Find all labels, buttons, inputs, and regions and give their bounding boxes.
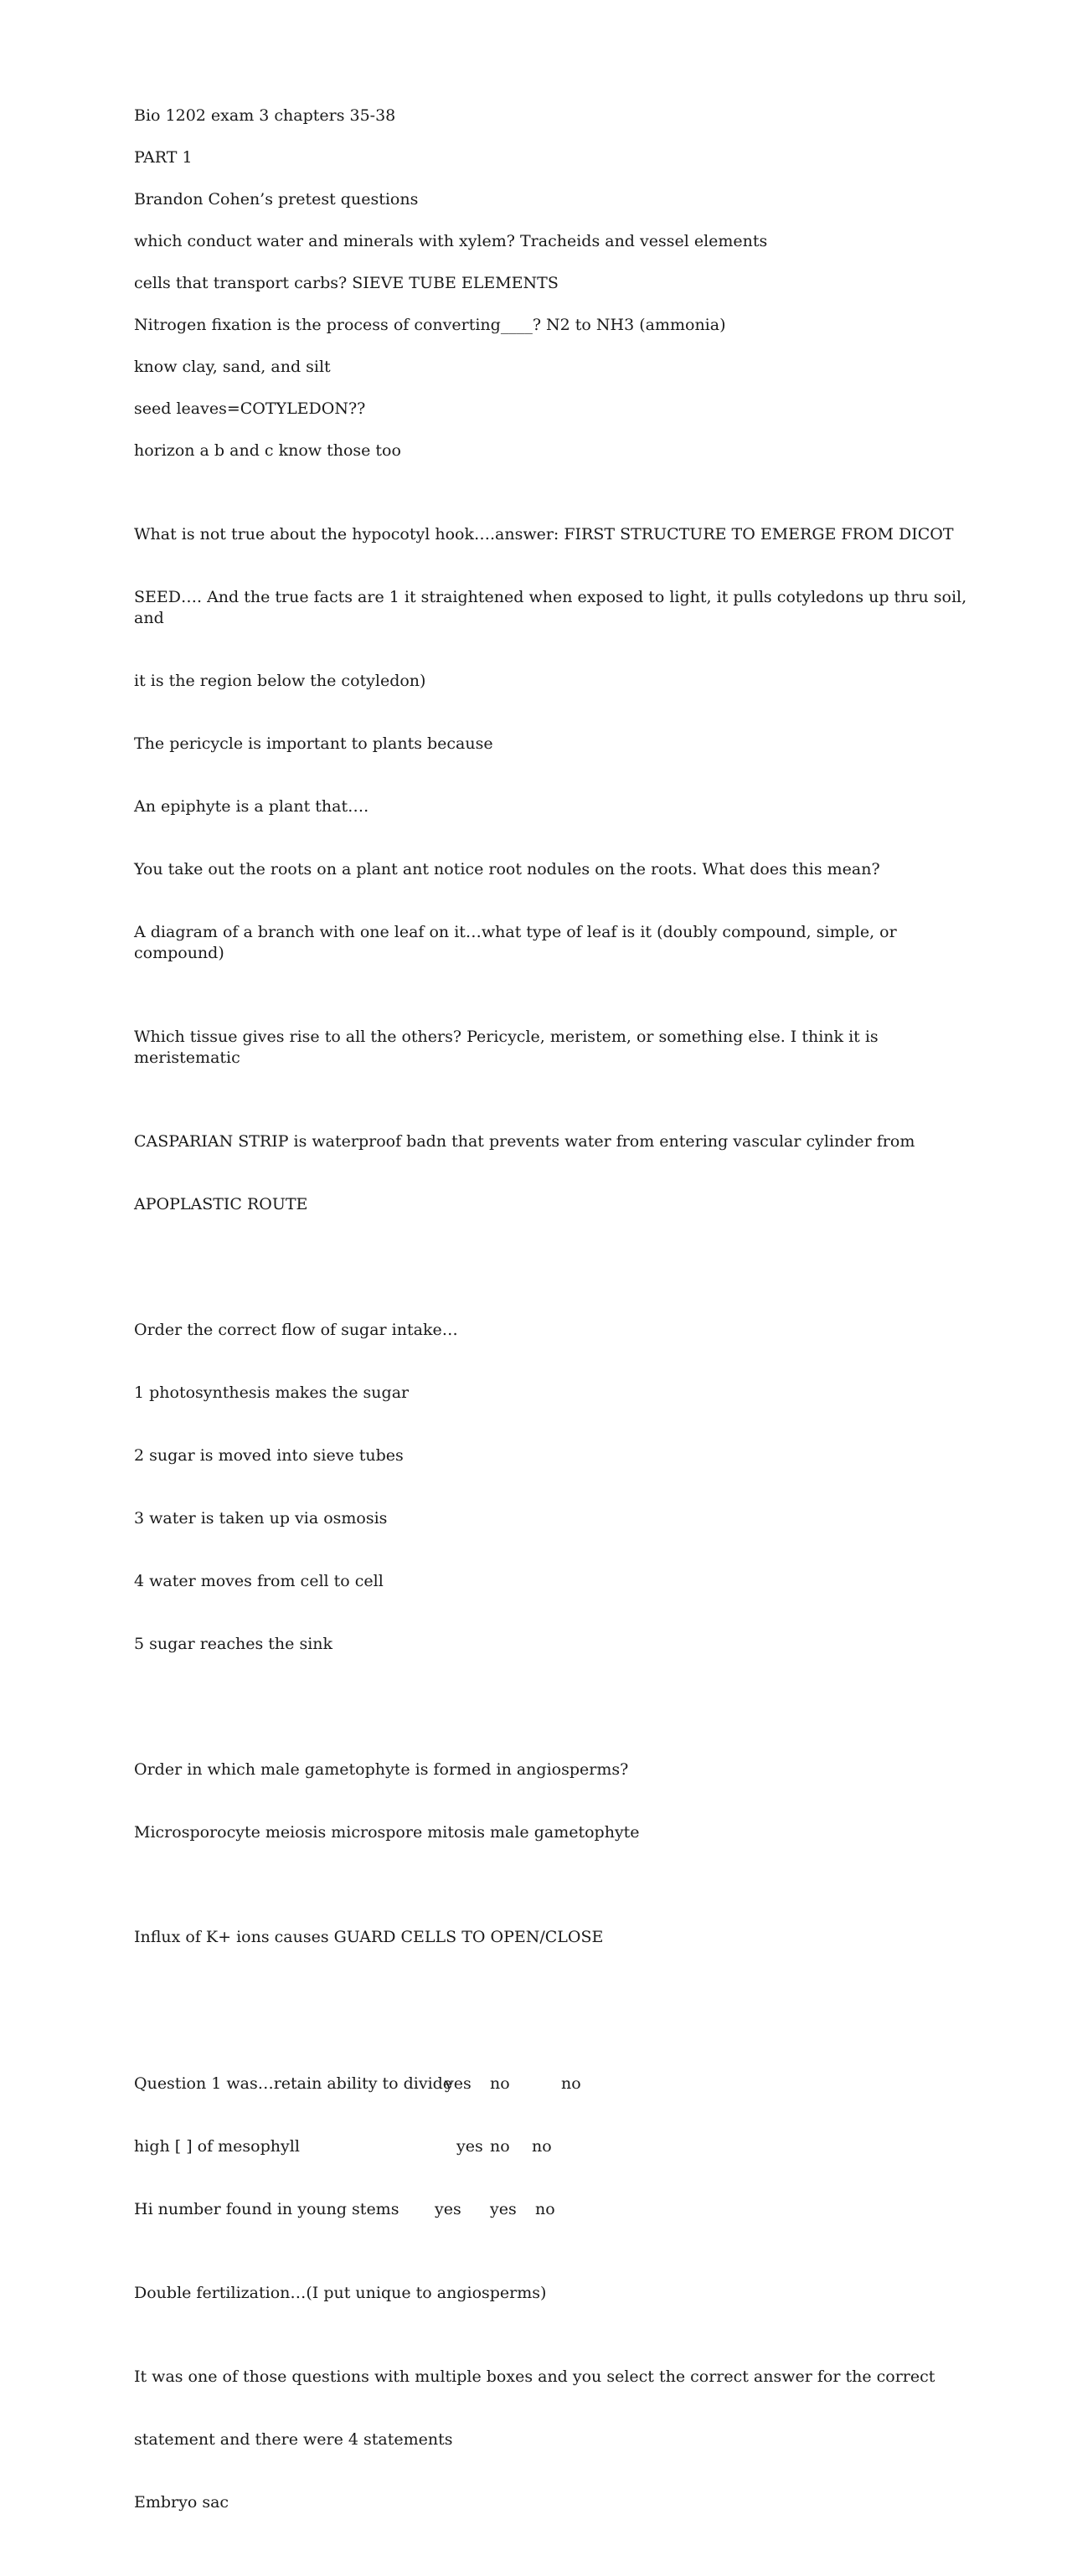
text-line: What is not true about the hypocotyl hook….answer: FIRST STRUCTURE TO EMERGE FROM DICOT (134, 525, 954, 544)
question-xylem: which conduct water and minerals with xylem? Tracheids and vessel elements (134, 232, 768, 250)
yes-no-table (134, 2032, 980, 2262)
row-label: Question 1 was…retain ability to divide (134, 2074, 453, 2093)
row-cell: yes (490, 2200, 517, 2218)
document-page (134, 106, 980, 2576)
question-double-fertilization: Double fertilization…(I put unique to angiosperms) (134, 2284, 547, 2302)
list-item: 5 sugar reaches the sink (134, 1635, 333, 1653)
question-tissue: Which tissue gives rise to all the others? Pericycle, meristem, or something else. I think it is meristematic (134, 1028, 884, 1067)
casparian-block (134, 1090, 980, 1257)
table-row (134, 2074, 980, 2094)
row-label: high [ ] of mesophyll (134, 2137, 300, 2156)
text-line: CASPARIAN STRIP is waterproof badn that prevents water from entering vascular cylinder from (134, 1132, 915, 1151)
text-line: Microsporocyte meiosis microspore mitosis male gametophyte (134, 1823, 640, 1842)
hypocotyl-block (134, 482, 980, 1006)
note-seed-leaves: seed leaves=COTYLEDON?? (134, 399, 366, 418)
question-guard-cells: Influx of K+ ions causes GUARD CELLS TO OPEN/CLOSE (134, 1928, 604, 1946)
subtitle: Brandon Cohen’s pretest questions (134, 190, 419, 209)
part-heading: PART 1 (134, 148, 193, 167)
row-cell: no (535, 2200, 555, 2218)
text-line: APOPLASTIC ROUTE (134, 1195, 308, 1213)
list-item: 3 water is taken up via osmosis (134, 1509, 388, 1528)
document-title: Bio 1202 exam 3 chapters 35-38 (134, 106, 396, 125)
sugar-flow-block (134, 1278, 980, 1697)
row-cell: yes (456, 2137, 483, 2156)
question-carbs: cells that transport carbs? SIEVE TUBE ELEMENTS (134, 274, 559, 292)
text-line: statement and there were 4 statements (134, 2430, 453, 2449)
multiple-boxes-block (134, 2325, 980, 2555)
list-item: 1 photosynthesis makes the sugar (134, 1383, 410, 1402)
text-line: Order the correct flow of sugar intake… (134, 1321, 458, 1339)
table-row (134, 2199, 980, 2220)
row-cell: no (490, 2137, 510, 2156)
text-line: SEED…. And the true facts are 1 it straightened when exposed to light, it pulls cotyledons up thru soil, and (134, 588, 972, 627)
row-cell: yes (445, 2074, 472, 2093)
text-line: Order in which male gametophyte is formed in angiosperms? (134, 1760, 629, 1779)
text-line: It was one of those questions with multiple boxes and you select the correct answer for the correct (134, 2367, 935, 2386)
list-item: 2 sugar is moved into sieve tubes (134, 1446, 404, 1465)
note-horizon: horizon a b and c know those too (134, 441, 401, 460)
text-line: Embryo sac (134, 2493, 229, 2512)
row-label: Hi number found in young stems (134, 2200, 399, 2218)
note-soil: know clay, sand, and silt (134, 358, 331, 376)
row-cell: no (490, 2074, 510, 2093)
gametophyte-block (134, 1718, 980, 1885)
row-cell: yes (435, 2200, 461, 2218)
row-cell: no (532, 2137, 552, 2156)
list-item: 4 water moves from cell to cell (134, 1572, 384, 1590)
row-cell: no (561, 2074, 581, 2093)
text-line: it is the region below the cotyledon) (134, 672, 426, 690)
text-line: You take out the roots on a plant ant notice root nodules on the roots. What does this mean? (134, 860, 880, 878)
text-line: The pericycle is important to plants because (134, 734, 493, 753)
question-nitrogen: Nitrogen fixation is the process of converting____? N2 to NH3 (ammonia) (134, 316, 726, 334)
text-line: An epiphyte is a plant that…. (134, 797, 369, 816)
text-line: A diagram of a branch with one leaf on it…what type of leaf is it (doubly compound, simple, or compound) (134, 923, 902, 962)
table-row (134, 2136, 980, 2157)
